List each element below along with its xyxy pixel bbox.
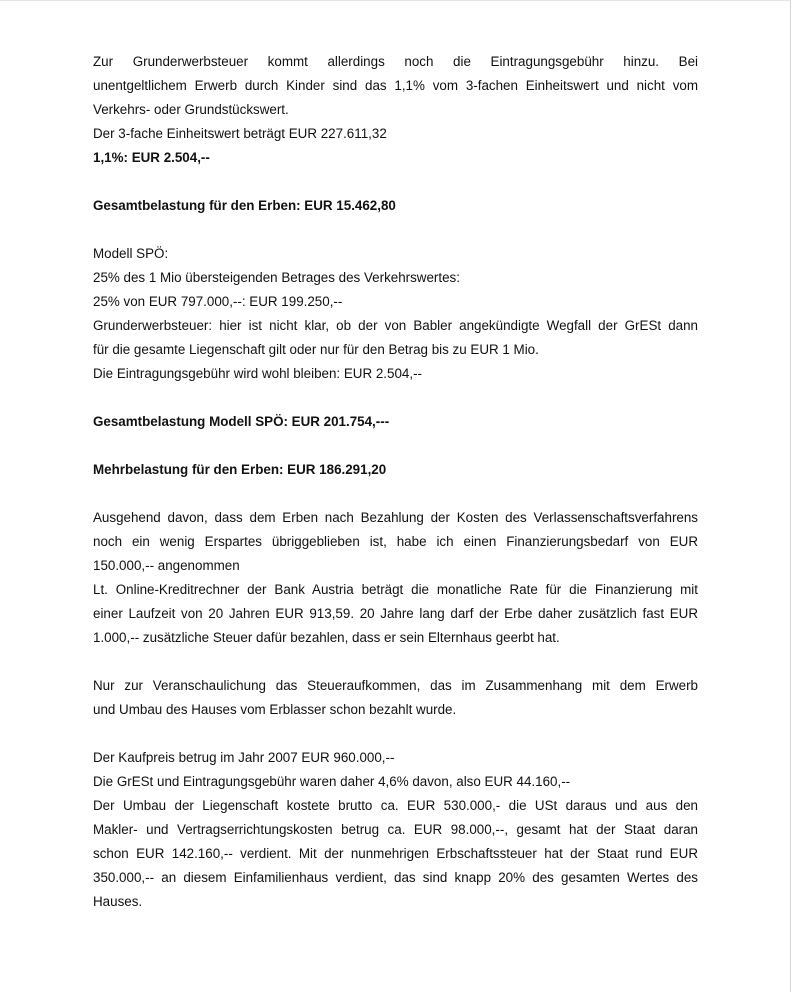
- text-line: 25% von EUR 797.000,--: EUR 199.250,--: [93, 294, 343, 309]
- text-line: unentgeltlichem Erwerb durch Kinder sind das 1,1% vom 3-fachen Einheitswert und nicht vom: [93, 78, 698, 93]
- text-line: Verkehrs- oder Grundstückswert.: [93, 102, 289, 117]
- paragraph: [93, 410, 698, 434]
- bold-text-line: Gesamtbelastung für den Erben: EUR 15.462,80: [93, 198, 396, 213]
- text-line: Ausgehend davon, dass dem Erben nach Bezahlung der Kosten des Verlassenschaftsverfahrens: [93, 510, 698, 525]
- paragraph: [93, 506, 698, 650]
- text-line: Grunderwerbsteuer: hier ist nicht klar, ob der von Babler angekündigte Wegfall der GrESt dann: [93, 318, 698, 333]
- text-line: Zur Grunderwerbsteuer kommt allerdings noch die Eintragungsgebühr hinzu. Bei: [93, 54, 698, 69]
- paragraph: [93, 50, 698, 170]
- text-line: Der 3-fache Einheitswert beträgt EUR 227.611,32: [93, 126, 387, 141]
- text-line: für die gesamte Liegenschaft gilt oder nur für den Betrag bis zu EUR 1 Mio.: [93, 342, 539, 357]
- bold-text-line: Gesamtbelastung Modell SPÖ: EUR 201.754,---: [93, 414, 390, 429]
- text-line: Makler- und Vertragserrichtungskosten betrug ca. EUR 98.000,--, gesamt hat der Staat daran: [93, 822, 698, 837]
- paragraph: [93, 674, 698, 722]
- bold-text-line: Mehrbelastung für den Erben: EUR 186.291,20: [93, 462, 387, 477]
- document-body: [93, 50, 698, 938]
- text-line: Nur zur Veranschaulichung das Steueraufkommen, das im Zusammenhang mit dem Erwerb: [93, 678, 698, 693]
- paragraph: [93, 242, 698, 386]
- text-line: Die Eintragungsgebühr wird wohl bleiben: EUR 2.504,--: [93, 366, 422, 381]
- text-line: 150.000,-- angenommen: [93, 558, 240, 573]
- text-line: und Umbau des Hauses vom Erblasser schon bezahlt wurde.: [93, 702, 457, 717]
- text-line: 350.000,-- an diesem Einfamilienhaus verdient, das sind knapp 20% des gesamten Wertes des: [93, 870, 698, 885]
- bold-text-line: 1,1%: EUR 2.504,--: [93, 150, 210, 165]
- text-line: 25% des 1 Mio übersteigenden Betrages des Verkehrswertes:: [93, 270, 460, 285]
- paragraph: [93, 458, 698, 482]
- text-line: schon EUR 142.160,-- verdient. Mit der nunmehrigen Erbschaftssteuer hat der Staat rund EUR: [93, 846, 698, 861]
- text-line: Lt. Online-Kreditrechner der Bank Austria beträgt die monatliche Rate für die Finanzierung mit: [93, 582, 698, 597]
- paragraph: [93, 194, 698, 218]
- text-line: Modell SPÖ:: [93, 246, 169, 261]
- text-line: noch ein wenig Erspartes übriggeblieben ist, habe ich einen Finanzierungsbedarf von EUR: [93, 534, 698, 549]
- text-line: Die GrESt und Eintragungsgebühr waren daher 4,6% davon, also EUR 44.160,--: [93, 774, 571, 789]
- text-line: Hauses.: [93, 894, 143, 909]
- text-line: Der Kaufpreis betrug im Jahr 2007 EUR 960.000,--: [93, 750, 395, 765]
- text-line: 1.000,-- zusätzliche Steuer dafür bezahlen, dass er sein Elternhaus geerbt hat.: [93, 630, 560, 645]
- paragraph: [93, 746, 698, 914]
- text-line: Der Umbau der Liegenschaft kostete brutto ca. EUR 530.000,- die USt daraus und aus den: [93, 798, 698, 813]
- text-line: einer Laufzeit von 20 Jahren EUR 913,59. 20 Jahre lang darf der Erbe daher zusätzlich fast EUR: [93, 606, 698, 621]
